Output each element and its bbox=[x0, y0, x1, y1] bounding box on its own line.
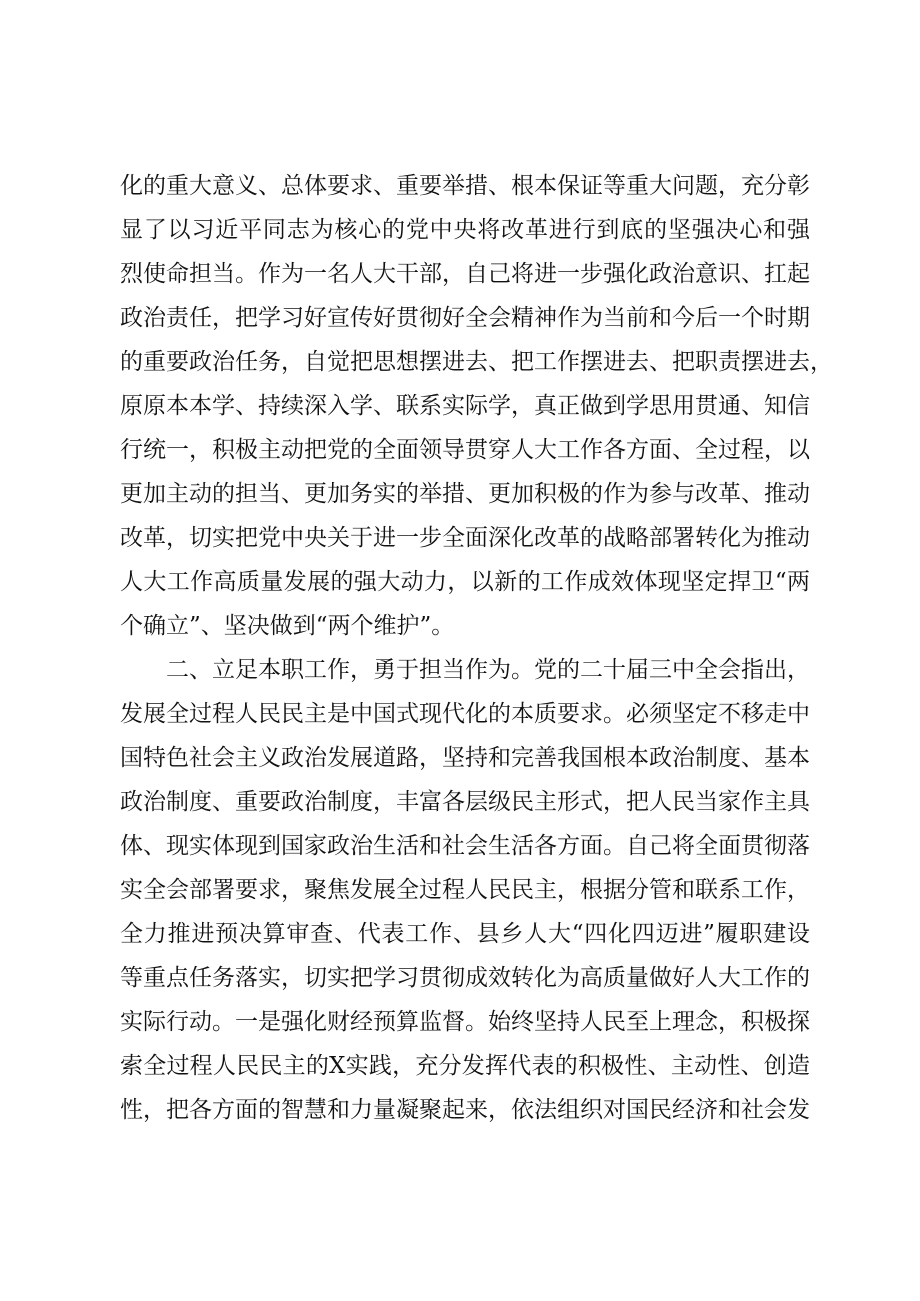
text-line: 全力推进预决算审查、代表工作、县乡人大“四化四迈进”履职建设 bbox=[120, 921, 810, 947]
text-line: 改革，切实把党中央关于进一步全面深化改革的战略部署转化为推动 bbox=[120, 525, 810, 551]
text-line: 性，把各方面的智慧和力量凝聚起来，依法组织对国民经济和社会发 bbox=[120, 1097, 810, 1123]
text-line: 索全过程人民民主的X实践，充分发挥代表的积极性、主动性、创造 bbox=[120, 1053, 810, 1079]
text-line: 的重要政治任务，自觉把思想摆进去、把工作摆进去、把职责摆进去， bbox=[120, 349, 833, 375]
text-line: 原原本本学、持续深入学、联系实际学，真正做到学思用贯通、知信 bbox=[120, 393, 810, 419]
text-line: 烈使命担当。作为一名人大干部，自己将进一步强化政治意识、扛起 bbox=[120, 261, 810, 287]
text-line: 发展全过程人民民主是中国式现代化的本质要求。必须坚定不移走中 bbox=[120, 701, 810, 727]
text-line: 更加主动的担当、更加务实的举措、更加积极的作为参与改革、推动 bbox=[120, 481, 810, 507]
text-line: 人大工作高质量发展的强大动力，以新的工作成效体现坚定捍卫“两 bbox=[120, 569, 810, 595]
text-line: 政治制度、重要政治制度，丰富各层级民主形式，把人民当家作主具 bbox=[120, 789, 810, 815]
text-line: 化的重大意义、总体要求、重要举措、根本保证等重大问题，充分彰 bbox=[120, 173, 810, 199]
text-line: 体、现实体现到国家政治生活和社会生活各方面。自己将全面贯彻落 bbox=[120, 833, 810, 859]
text-line: 等重点任务落实，切实把学习贯彻成效转化为高质量做好人大工作的 bbox=[120, 965, 810, 991]
text-line: 个确立”、坚决做到“两个维护”。 bbox=[120, 613, 455, 639]
text-line: 行统一，积极主动把党的全面领导贯穿人大工作各方面、全过程，以 bbox=[120, 437, 810, 463]
paragraph-first-line: 二、立足本职工作，勇于担当作为。党的二十届三中全会指出， bbox=[166, 657, 810, 683]
text-line: 实全会部署要求，聚焦发展全过程人民民主，根据分管和联系工作， bbox=[120, 877, 810, 903]
text-line: 政治责任，把学习好宣传好贯彻好全会精神作为当前和今后一个时期 bbox=[120, 305, 810, 331]
text-line: 实际行动。一是强化财经预算监督。始终坚持人民至上理念，积极探 bbox=[120, 1009, 810, 1035]
text-line: 国特色社会主义政治发展道路，坚持和完善我国根本政治制度、基本 bbox=[120, 745, 810, 771]
text-line: 显了以习近平同志为核心的党中央将改革进行到底的坚强决心和强 bbox=[120, 217, 810, 243]
